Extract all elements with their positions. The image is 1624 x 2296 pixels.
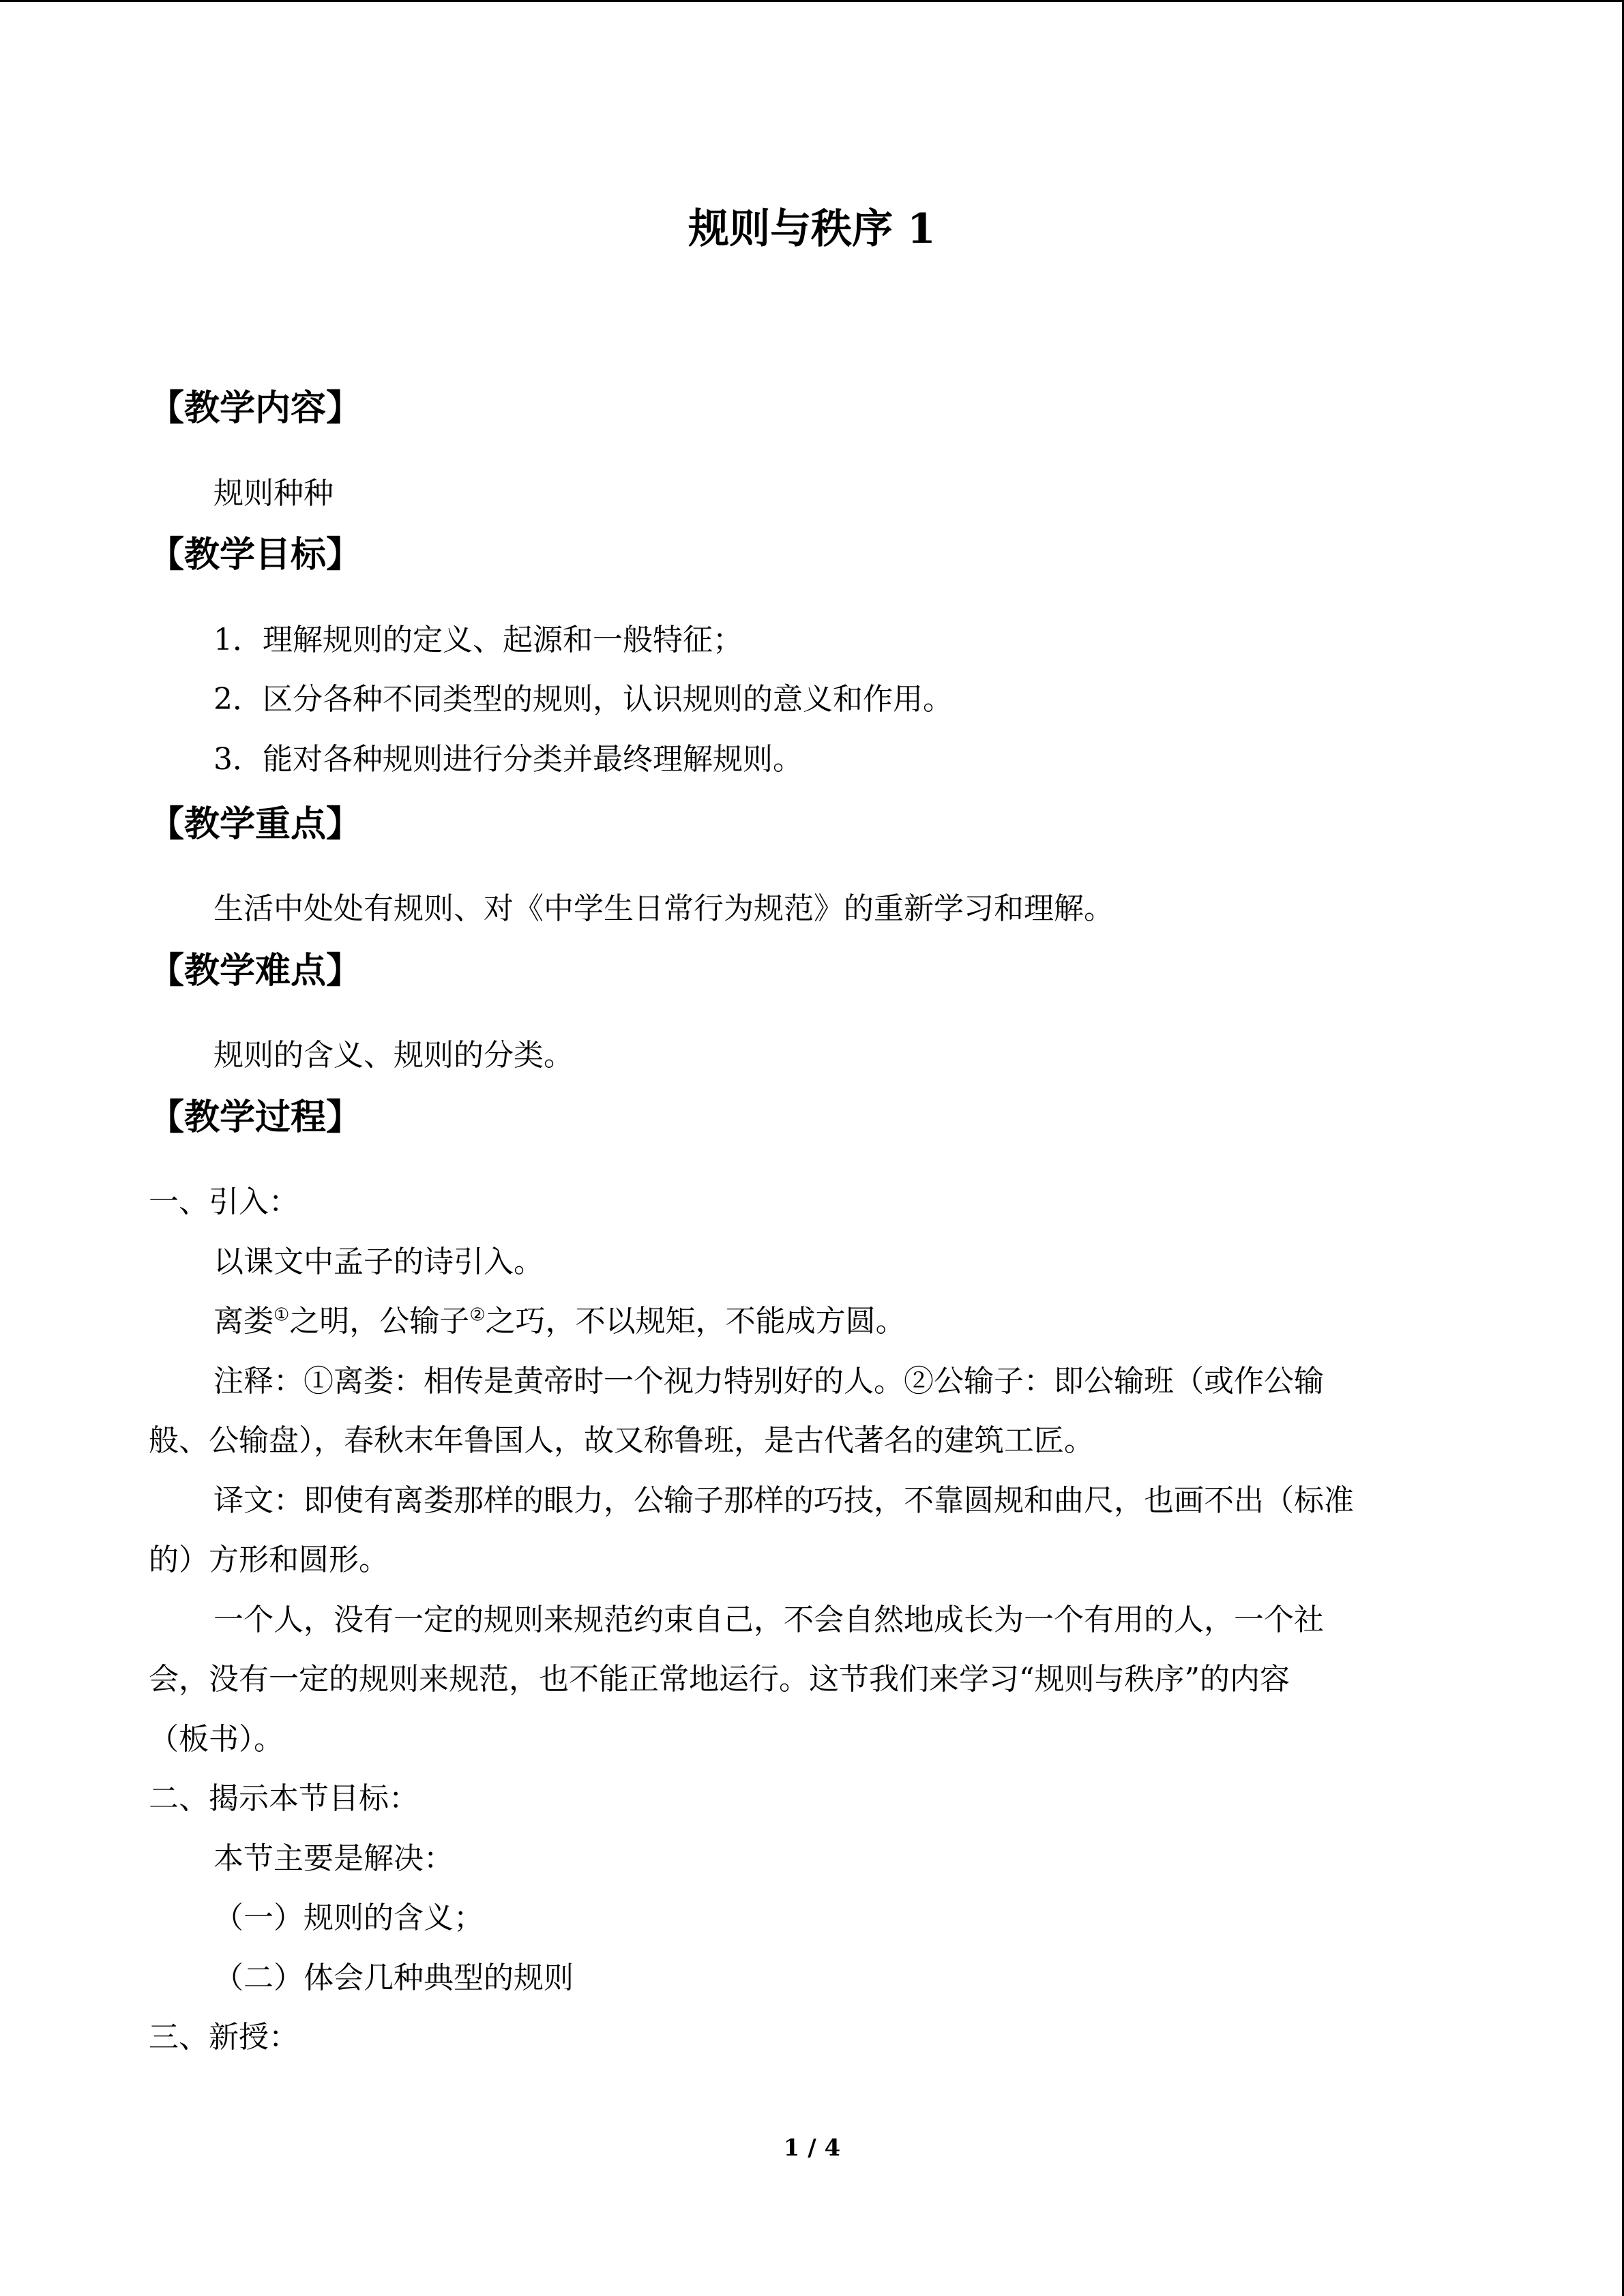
- heading-key-points: 【教学重点】: [149, 803, 362, 845]
- poem-part-a: 离娄: [213, 1304, 274, 1339]
- document-title: 规则与秩序 1: [688, 205, 936, 253]
- heading-teaching-process: 【教学过程】: [149, 1097, 362, 1138]
- note-line-1: 注释：①离娄：相传是黄帝时一个视力特别好的人。②公输子：即公输班（或作公输: [213, 1364, 1324, 1399]
- process-step-goals: 二、揭示本节目标：: [149, 1781, 419, 1816]
- translation-line-2: 的）方形和圆形。: [149, 1542, 389, 1577]
- goal-item-2: 2．区分各种不同类型的规则，认识规则的意义和作用。: [213, 682, 953, 717]
- page-border-top: [0, 0, 1624, 2]
- poem-part-b: 之明，公输子: [289, 1304, 470, 1339]
- intro-text: 以课文中孟子的诗引入。: [213, 1244, 544, 1279]
- key-points-text: 生活中处处有规则、对《中学生日常行为规范》的重新学习和理解。: [213, 891, 1114, 926]
- paragraph-line-3: （板书）。: [149, 1722, 284, 1757]
- heading-teaching-content: 【教学内容】: [149, 387, 362, 429]
- note-line-2: 般、公输盘），春秋末年鲁国人，故又称鲁班，是古代著名的建筑工匠。: [149, 1423, 1094, 1458]
- heading-teaching-goals: 【教学目标】: [149, 534, 362, 576]
- aim-intro: 本节主要是解决：: [213, 1841, 454, 1876]
- goal-item-3: 3．能对各种规则进行分类并最终理解规则。: [213, 742, 803, 777]
- goal-item-1: 1．理解规则的定义、起源和一般特征；: [213, 623, 743, 657]
- footnote-mark-2: ②: [469, 1304, 486, 1326]
- footnote-mark-1: ①: [274, 1304, 290, 1326]
- difficulties-text: 规则的含义、规则的分类。: [213, 1038, 574, 1073]
- paragraph-line-2: 会，没有一定的规则来规范，也不能正常地运行。这节我们来学习“规则与秩序”的内容: [149, 1662, 1290, 1697]
- poem-part-c: 之巧，不以规矩，不能成方圆。: [485, 1304, 906, 1339]
- process-step-intro: 一、引入：: [149, 1184, 299, 1219]
- aim-item-1: （一）规则的含义；: [213, 1900, 484, 1935]
- process-step-new: 三、新授：: [149, 2020, 299, 2055]
- poem-line: [213, 1304, 906, 1340]
- paragraph-line-1: 一个人，没有一定的规则来规范约束自己，不会自然地成长为一个有用的人，一个社: [213, 1602, 1324, 1637]
- aim-item-2: （二）体会几种典型的规则: [213, 1960, 574, 1995]
- teaching-content-text: 规则种种: [213, 476, 334, 511]
- translation-line-1: 译文：即使有离娄那样的眼力，公输子那样的巧技，不靠圆规和曲尺，也画不出（标准: [213, 1483, 1354, 1518]
- heading-difficulties: 【教学难点】: [149, 950, 362, 992]
- page-number: 1 / 4: [783, 2134, 841, 2162]
